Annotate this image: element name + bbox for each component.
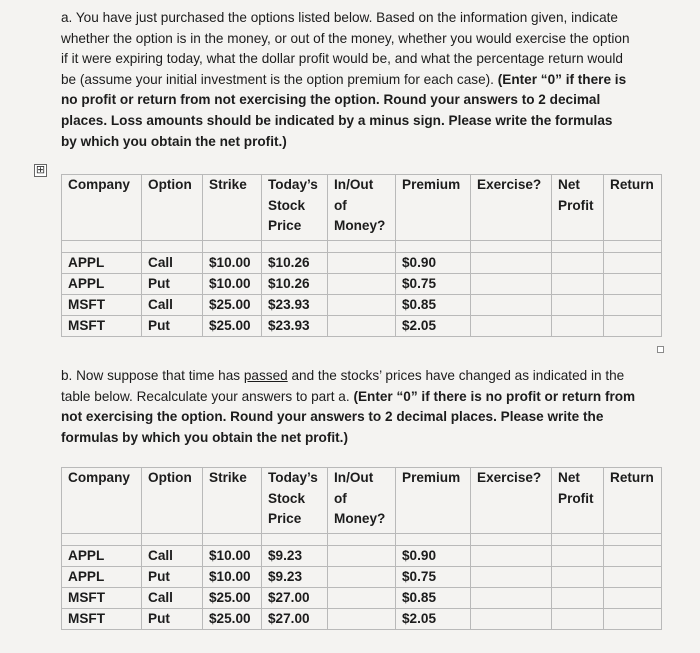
cell-strike: $25.00: [203, 588, 262, 609]
part-b-instructions: [61, 366, 641, 448]
header-premium: Premium: [396, 468, 471, 534]
exercise-input[interactable]: [471, 567, 552, 588]
in-out-input[interactable]: [328, 546, 396, 567]
cell-company: APPL: [62, 546, 142, 567]
net-profit-input[interactable]: [552, 316, 604, 337]
table-row: [62, 567, 662, 588]
in-out-input[interactable]: [328, 295, 396, 316]
cell-option: Call: [142, 588, 203, 609]
part-a-text: a. You have just purchased the options listed below. Based on the information given, indicate whether the option is in the money, or out of the money, whether you would exercise the option if it were expiring today, what the dollar profit would be, and what the percentage return would be (assume your initial investment is the option premium for each case).: [61, 10, 630, 87]
cell-price: $10.26: [262, 274, 328, 295]
cell-premium: $2.05: [396, 316, 471, 337]
cell-strike: $10.00: [203, 253, 262, 274]
table-row: [62, 295, 662, 316]
table-row: [62, 588, 662, 609]
table-row: [62, 316, 662, 337]
net-profit-input[interactable]: [552, 609, 604, 630]
cell-premium: $0.90: [396, 546, 471, 567]
in-out-input[interactable]: [328, 253, 396, 274]
part-a-bold-text: (Enter “0” if there is no profit or return from not exercising the option. Round your answers to 2 decimal places. Loss amounts should be indicated by a minus sign. Please write the formulas by which you obtain the net profit.): [61, 71, 627, 149]
cell-strike: $25.00: [203, 609, 262, 630]
cell-price: $23.93: [262, 316, 328, 337]
cell-company: MSFT: [62, 588, 142, 609]
header-exercise: Exercise?: [471, 175, 552, 241]
exercise-input[interactable]: [471, 274, 552, 295]
in-out-input[interactable]: [328, 588, 396, 609]
table-row: [62, 609, 662, 630]
return-input[interactable]: [604, 546, 662, 567]
cell-company: MSFT: [62, 316, 142, 337]
net-profit-input[interactable]: [552, 588, 604, 609]
resize-handle[interactable]: [657, 346, 664, 353]
cell-premium: $0.90: [396, 253, 471, 274]
return-input[interactable]: [604, 609, 662, 630]
in-out-input[interactable]: [328, 567, 396, 588]
header-strike: Strike: [203, 175, 262, 241]
in-out-input[interactable]: [328, 609, 396, 630]
part-b-bold-text: (Enter “0” if there is no profit or return from not exercising the option. Round your answers to 2 decimal places. Please write the formulas by which you obtain the net profit.): [61, 388, 636, 445]
exercise-input[interactable]: [471, 588, 552, 609]
cell-price: $9.23: [262, 546, 328, 567]
in-out-input[interactable]: [328, 274, 396, 295]
spacer-row: [62, 534, 662, 546]
cell-strike: $10.00: [203, 274, 262, 295]
header-option: Option: [142, 175, 203, 241]
table-row: [62, 253, 662, 274]
in-out-input[interactable]: [328, 316, 396, 337]
passed-link[interactable]: passed: [243, 368, 288, 383]
options-table-b: [61, 467, 662, 630]
header-company: Company: [62, 175, 142, 241]
cell-strike: $25.00: [203, 295, 262, 316]
header-stock-price: Today’s Stock Price: [262, 468, 328, 534]
cell-option: Put: [142, 316, 203, 337]
cell-price: $23.93: [262, 295, 328, 316]
cell-strike: $25.00: [203, 316, 262, 337]
table-row: [62, 274, 662, 295]
cell-price: $27.00: [262, 609, 328, 630]
options-table-a: [61, 174, 662, 337]
cell-price: $27.00: [262, 588, 328, 609]
header-return: Return: [604, 175, 662, 241]
cell-strike: $10.00: [203, 546, 262, 567]
part-b-text-start: b. Now suppose that time has: [61, 368, 244, 383]
cell-company: APPL: [62, 253, 142, 274]
exercise-input[interactable]: [471, 295, 552, 316]
header-net-profit: Net Profit: [552, 468, 604, 534]
header-return: Return: [604, 468, 662, 534]
cell-company: APPL: [62, 274, 142, 295]
return-input[interactable]: [604, 253, 662, 274]
return-input[interactable]: [604, 316, 662, 337]
cell-option: Call: [142, 295, 203, 316]
return-input[interactable]: [604, 567, 662, 588]
header-option: Option: [142, 468, 203, 534]
cell-company: MSFT: [62, 609, 142, 630]
header-in-out-money: In/Out of Money?: [328, 175, 396, 241]
net-profit-input[interactable]: [552, 567, 604, 588]
header-premium: Premium: [396, 175, 471, 241]
header-net-profit: Net Profit: [552, 175, 604, 241]
net-profit-input[interactable]: [552, 546, 604, 567]
cell-premium: $0.75: [396, 567, 471, 588]
exercise-input[interactable]: [471, 609, 552, 630]
return-input[interactable]: [604, 295, 662, 316]
expand-icon[interactable]: ⊞: [35, 164, 46, 176]
table-header-row: [62, 468, 662, 534]
cell-company: APPL: [62, 567, 142, 588]
cell-option: Call: [142, 546, 203, 567]
header-exercise: Exercise?: [471, 468, 552, 534]
net-profit-input[interactable]: [552, 274, 604, 295]
net-profit-input[interactable]: [552, 253, 604, 274]
exercise-input[interactable]: [471, 546, 552, 567]
cell-price: $10.26: [262, 253, 328, 274]
cell-option: Put: [142, 609, 203, 630]
header-strike: Strike: [203, 468, 262, 534]
cell-price: $9.23: [262, 567, 328, 588]
table-row: [62, 546, 662, 567]
exercise-input[interactable]: [471, 253, 552, 274]
cell-option: Call: [142, 253, 203, 274]
cell-strike: $10.00: [203, 567, 262, 588]
cell-premium: $0.85: [396, 588, 471, 609]
cell-premium: $0.85: [396, 295, 471, 316]
part-b-text-end: and the stocks’ prices have changed as indicated in the table below. Recalculate your answers to part a.: [61, 368, 625, 404]
cell-company: MSFT: [62, 295, 142, 316]
return-input[interactable]: [604, 274, 662, 295]
spacer-row: [62, 241, 662, 253]
table-header-row: [62, 175, 662, 241]
cell-premium: $0.75: [396, 274, 471, 295]
cell-option: Put: [142, 274, 203, 295]
exercise-input[interactable]: [471, 316, 552, 337]
net-profit-input[interactable]: [552, 295, 604, 316]
part-a-instructions: [61, 8, 631, 152]
header-stock-price: Today’s Stock Price: [262, 175, 328, 241]
cell-premium: $2.05: [396, 609, 471, 630]
cell-option: Put: [142, 567, 203, 588]
header-in-out-money: In/Out of Money?: [328, 468, 396, 534]
return-input[interactable]: [604, 588, 662, 609]
header-company: Company: [62, 468, 142, 534]
